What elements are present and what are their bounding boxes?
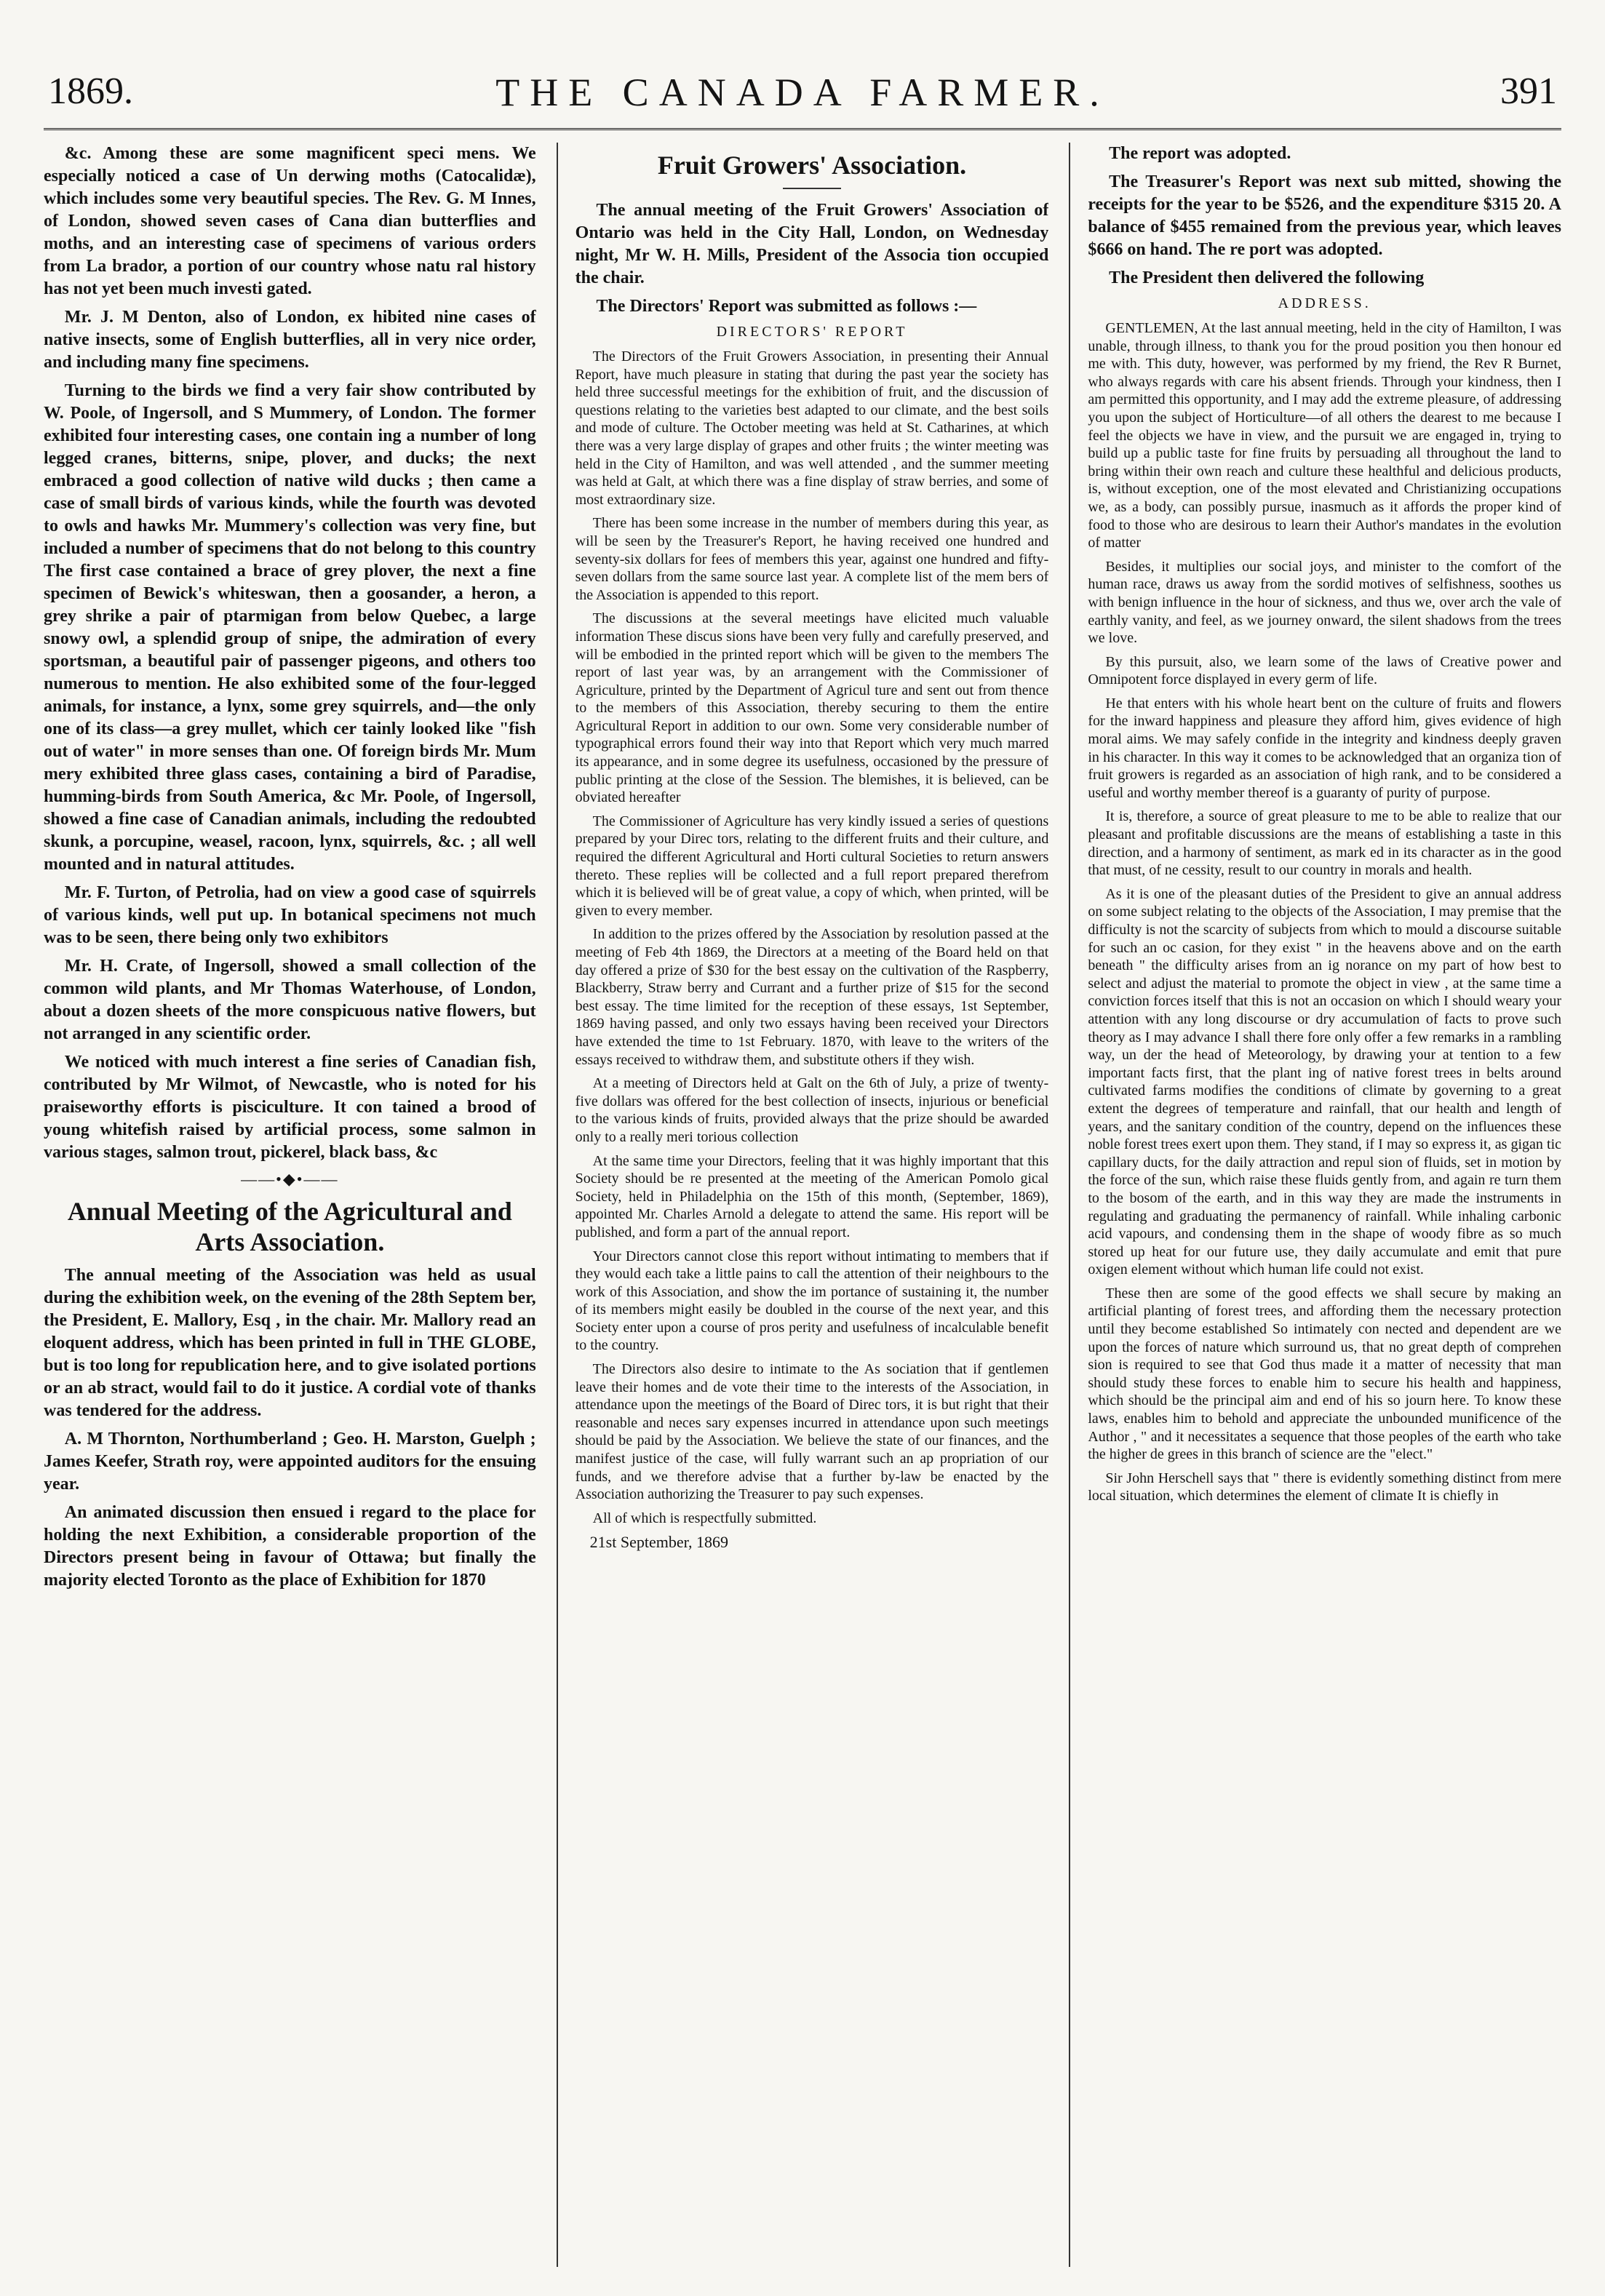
section-divider: ——•◆•——: [241, 1170, 339, 1188]
paragraph: Mr. H. Crate, of Ingersoll, showed a small collection of the common wild plants, and Mr Thomas Waterhouse, of London, about a dozen sheets of the more conspicuous native flowers, but not arranged in any scientific order.: [44, 957, 536, 1043]
column-2: [557, 143, 1049, 2267]
paragraph: As it is one of the pleasant duties of the President to give an annual address on some subject relating to the objects of the Association, I may premise that the difficulty is not the scarcity of subjects from which to mould a discourse suitable for such an oc casion, for they exist " in the heavens above and on the earth beneath " the difficulty arises from an ig norance on my part of how best to select and adjust the material to promote the object in view , at the same time a conviction forces itself that this is not an occasion on which I should weary your attention with any long discourse or dry accumulation of facts to prove such theory as I may advance I shall there fore only offer a few remarks in a rambling way, un der the head of Meteorology, by drawing your at tention to a few important facts first, that the plant ing of native forest trees in belts around cultivated farms modifies the conditions of climate by governing to a great extent the degrees of temperature and rainfall, that our health and length of years, and the sanitary condition of the country, depend on the influences these noble forest trees exert upon them. They stand, if I may so express it, as gigan tic capillary ducts, for the daily attraction and repul sion of fluids, set in motion by the force of the sun, which raise these fluids gently from, and again re turn them to the bosom of the earth, and in this way they are made the instruments in regulating and graduating the permanency of rainfall. While inhaling carbonic acid vapours, and condensing them in the shape of woody fibre as so much stored up heat for our future use, they daily accumulate and emit that pure oxigen element without which human life could not exist.: [1088, 885, 1561, 1278]
paragraph: The Commissioner of Agriculture has very kindly issued a series of questions prepared by your Direc tors, relating to the different fruits and their culture, and required the different Agricultural and Horti cultural Societies to return answers thereto. These replies will be collected and a full report prepared therefrom which it is believed will be of great value, a copy of which, when printed, will be given to every member.: [575, 813, 1049, 919]
subheading: ADDRESS.: [1278, 295, 1371, 311]
year: 1869.: [48, 71, 133, 112]
paragraph: By this pursuit, also, we learn some of the laws of Creative power and Omnipotent force displayed in every germ of life.: [1088, 653, 1561, 688]
report-date: 21st September, 1869: [589, 1533, 729, 1552]
paragraph: We noticed with much interest a fine series of Canadian fish, contributed by Mr Wilmot, of Newcastle, who is noted for his praiseworthy efforts is pisciculture. It con tained a brood of young whitefish raised by artificial process, some salmon in various stages, salmon trout, pickerel, black bass, &c: [44, 1053, 536, 1162]
paragraph: The Directors of the Fruit Growers Association, in presenting their Annual Report, have much pleasure in stating that during the past year the society has held three successful meetings for the exhibition of fruit, and the discussion of questions relating to the varieties best adapted to our climate, and the best soils and mode of culture. The October meeting was held at St. Catharines, at which there was a very large display of grapes and other fruits ; the winter meeting was held in the City of Hamilton, and was well attended , and the summer meeting was held at Galt, at which there was a fine display of straw berries, and some of most extraordinary size.: [575, 348, 1049, 508]
paragraph: Mr. J. M Denton, also of London, ex hibited nine cases of native insects, some of English butterflies, all in very nice order, and including many fine specimens.: [44, 308, 536, 372]
paragraph: In addition to the prizes offered by the Association by resolution passed at the meeting of Feb 4th 1869, the Directors at a meeting of the Board held on that day offered a prize of $30 for the best essay on the cultivation of the Raspberry, Blackberry, Straw berry and Currant and a further prize of $15 for the second best essay. The time limited for the reception of these essays, 1st September, 1869 having passed, and only two essays having been received your Directors have extended the time to 1st February. 1870, with leave to the writers of the essays received to withdraw them, and substitute others if they wish.: [575, 926, 1049, 1068]
paragraph: A. M Thornton, Northumberland ; Geo. H. Marston, Guelph ; James Keefer, Strath roy, were appointed auditors for the ensuing year.: [44, 1430, 536, 1494]
publication-title: THE CANADA FARMER.: [495, 71, 1110, 114]
paragraph: &c. Among these are some magnificent speci mens. We especially noticed a case of Un derwing moths (Catocalidæ), which includes some very beautiful species. The Rev. G. M Innes, of London, showed seven cases of Cana dian butterflies and moths, and an interesting case of specimens of various orders from La brador, a portion of our country whose natu ral history has not yet been much investi gated.: [44, 144, 536, 298]
paragraph: All of which is respectfully submitted.: [592, 1510, 817, 1526]
paragraph: The annual meeting of the Fruit Growers' Association of Ontario was held in the City Hall, London, on Wednesday night, Mr W. H. Mills, President of the Associa tion occupied the chair.: [575, 201, 1049, 287]
page-number: 391: [1500, 71, 1557, 112]
article-heading: Annual Meeting of the Agricultural and Arts Association.: [67, 1197, 512, 1256]
paragraph: The Directors also desire to intimate to the As sociation that if gentlemen leave their homes and de vote their time to the interests of the Association, in attendance upon the meetings of the Board of Direc tors, it is but right that their reasonable and neces sary expenses incurred in attendance upon such meetings should be paid by the Association. We believe the state of our finances, and the manifest justice of the case, will fully warrant such an ap propriation of our funds, and we therefore advise that a further by-law be enacted by the Association authorizing the Treasurer to pay such expenses.: [575, 1361, 1049, 1503]
masthead-rule: [44, 128, 1561, 130]
column-3: [1069, 143, 1561, 2267]
paragraph: The discussions at the several meetings have elicited much valuable information These discus sions have been very fully and carefully preserved, and will be embodied in the printed report which will be given to the members The report of last year was, by an arrangement with the Commissioner of Agriculture, printed by the Department of Agricul ture and sent out from thence to the members of this Association, thereby securing to them the entire Agricultural Report in addition to our own. Some very considerable number of typographical errors found their way into that Report which very much marred its appearance, and in some degree its usefulness, occasioned by the pressure of public printing at the close of the Session. The blemishes, it is believed, can be obviated hereafter: [575, 610, 1049, 806]
paragraph: The President then delivered the following: [1109, 268, 1425, 287]
subheading: DIRECTORS' REPORT: [716, 324, 908, 340]
article-heading: Fruit Growers' Association.: [657, 151, 967, 180]
paragraph: These then are some of the good effects we shall secure by making an artificial planting of forest trees, and affording them the necessary protection until they become established So intimately con nected and dependent are we upon the forces of nature which surround us, that no great depth of comprehen sion is required to see that God thus made it a matter of necessity that man should study these forces to enable him to secure his health and happiness, which should be the principal aim and end of his so journ here. To know these laws, enables him to behold and appreciate the unbounded munificence of the Author , " and it necessitates a sequence that those peoples of the earth who take the higher de grees in this branch of science are the "elect.": [1088, 1285, 1561, 1463]
paragraph: At the same time your Directors, feeling that it was highly important that this Society should be re presented at the meeting of the American Pomolo gical Society, held in Philadelphia on the 15th of this month, (September, 1869), appointed Mr. Charles Arnold a delegate to attend the same. His report will be published, and form a part of the annual report.: [575, 1152, 1049, 1240]
columns: [44, 143, 1561, 2267]
paragraph: GENTLEMEN, At the last annual meeting, held in the city of Hamilton, I was unable, through illness, to thank you for the proud position you then honour ed me with. This duty, however, was performed by my friend, the Rev R Burnet, who always regards with care his absent friends. Through your kindness, then I am permitted this opportunity, and I may add the extreme pleasure, of addressing you upon the subject of Horticulture—of all others the dearest to me because I feel the objects we have in view, and the pursuit we are engaged in, trying to build up a public taste for fine fruits by persuading all throughout the land to bring within their own reach and culture these healthful and delicious products, is, without exception, one of the most elevated and Christianizing occupations we, as a body, can possibly pursue, inasmuch as it affords the proper kind of food to those who are desirous to learn their Author's mandates in the evolution of matter: [1088, 320, 1561, 551]
paragraph: There has been some increase in the number of members during this year, as will be seen by the Treasurer's Report, he having received one hundred and seventy-six dollars for fees of members this year, against one hundred and fifty-seven dollars from the same source last year. A complete list of the mem bers of the Association is appended to this report.: [575, 515, 1049, 603]
column-1: [44, 143, 536, 2267]
paragraph: He that enters with his whole heart bent on the culture of fruits and flowers for the inward happiness and pleasure they afford him, gives evidence of high moral aims. We may safely confide in the integrity and kindness deeply graven in his character. In this way it comes to be acknowledged that an organiza tion of fruit growers is regarded as an association of high rank, and to be considered a useful and worthy member thereof is a guaranty of purity of purpose.: [1088, 695, 1561, 801]
paragraph: Turning to the birds we find a very fair show contributed by W. Poole, of Ingersoll, and S Mummery, of London. The former exhibited four interesting cases, one contain ing a number of long legged cranes, bitterns, snipe, plover, and ducks; the next embraced a good collection of native wild ducks ; then came a case of small birds of various kinds, while the fourth was devoted to owls and hawks Mr. Mummery's collection was very fine, but included a number of specimens that do not belong to this country The first case contained a brace of grey plover, the next a fine specimen of Bewick's whiteswan, then a goosander, a heron, a grey shrike a pair of ptarmigan from below Quebec, a large snowy owl, a splendid group of snipe, the admiration of every sportsman, a beautiful pair of passenger pigeons, and others too numerous to mention. He also exhibited some of the four-legged animals, for instance, a lynx, some grey squirrels, and—the only one of its class—a grey mullet, which cer tainly looked like "fish out of water" in more senses than one. Of foreign birds Mr. Mum mery exhibited three glass cases, containing a bird of Paradise, humming-birds from South America, &c Mr. Poole, of Ingersoll, showed a fine case of Canadian animals, including the redoubted skunk, a porcupine, weasel, racoon, lynx, squirrels, &c. ; all well mounted and in natural attitudes.: [44, 381, 536, 874]
paragraph: The annual meeting of the Association was held as usual during the exhibition week, on the evening of the 28th Septem ber, the President, E. Mallory, Esq , in the chair. Mr. Mallory read an eloquent address, which has been printed in full in THE GLOBE, but is too long for republication here, and to give isolated portions or an ab stract, would fail to do it justice. A cordial vote of thanks was tendered for the address.: [44, 1266, 536, 1420]
paragraph: Mr. F. Turton, of Petrolia, had on view a good case of squirrels of various kinds, well put up. In botanical specimens not much was to be seen, there being only two exhibitors: [44, 883, 536, 947]
heading-rule: [783, 188, 841, 189]
masthead: [44, 70, 1561, 121]
paragraph: The report was adopted.: [1109, 144, 1291, 163]
paragraph: An animated discussion then ensued i regard to the place for holding the next Exhibition, a considerable proportion of the Directors present being in favour of Ottawa; but finally the majority elected Toronto as the place of Exhibition for 1870: [44, 1503, 536, 1590]
paragraph: At a meeting of Directors held at Galt on the 6th of July, a prize of twenty-five dollars was offered for the best collection of insects, injurious or beneficial to the various kinds of fruits, provided always that the prize should be awarded only to a really meri torious collection: [575, 1075, 1049, 1145]
paragraph: Your Directors cannot close this report without intimating to members that if they would each take a little pains to call the attention of their neighbours to the work of this Association, and show the im portance of sustaining it, the number of its members might easily be doubled in the course of the next year, and this Society enter upon a course of pros perity and usefulness of incalculable benefit to the country.: [575, 1248, 1049, 1354]
paragraph: It is, therefore, a source of great pleasure to me to be able to realize that our pleasant and profitable discussions are the means of establishing a taste in this direction, and a harmony of sentiment, as mark ed in its character as in the good that must, of ne cessity, result to our country in morals and health.: [1088, 808, 1561, 879]
paragraph: Sir John Herschell says that " there is evidently something distinct from mere local situation, which determines the element of climate It is chiefly in: [1088, 1470, 1561, 1504]
paragraph: Besides, it multiplies our social joys, and minister to the comfort of the human race, draws us away from the sordid motives of selfishness, soothes us with benign influence in the hour of sickness, and thus we, over arch the vale of earthly vanity, and feel, as we journey onward, the silent shadows from the trees we love.: [1088, 558, 1561, 647]
paragraph: The Directors' Report was submitted as follows :—: [596, 297, 977, 316]
paragraph: The Treasurer's Report was next sub mitted, showing the receipts for the year to be $526, and the expenditure $315 20. A balance of $455 remained from the previous year, which leaves $666 on hand. The re port was adopted.: [1088, 172, 1561, 259]
